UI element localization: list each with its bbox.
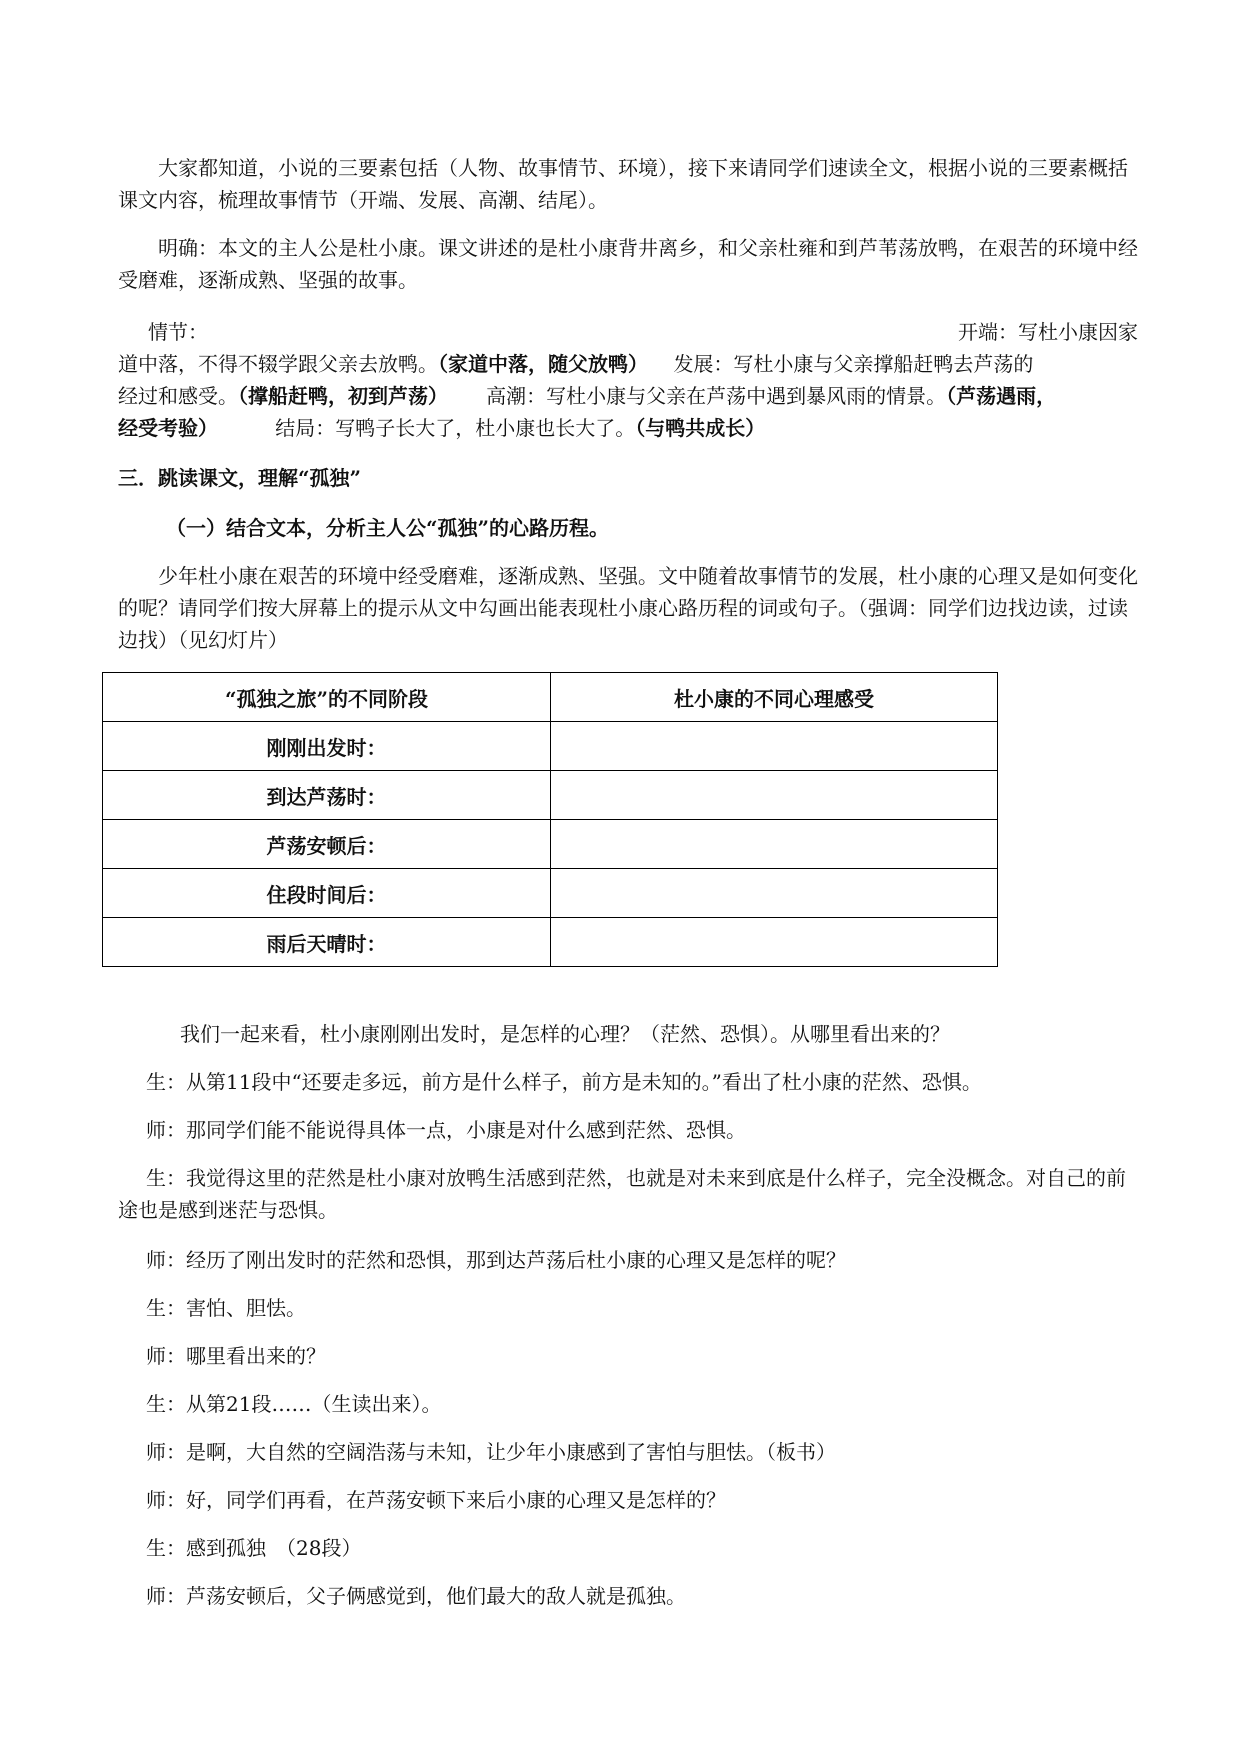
section-3-paragraph: 少年杜小康在艰苦的环境中经受磨难，逐渐成熟、坚强。文中随着故事情节的发展，杜小康的心理又是如何变化的呢？请同学们按大屏幕上的提示从文中勾画出能表现杜小康心路历程的词或句子。（强调：同学们边找边读，过读边找）（见幻灯片）	[118, 564, 1138, 652]
plot-section	[118, 316, 1138, 348]
plot-line-1	[148, 316, 1138, 348]
stages-table	[102, 672, 998, 967]
table-header-stage: “孤独之旅”的不同阶段	[103, 673, 551, 722]
table-stage-cell: 雨后天晴时：	[103, 918, 551, 967]
table-feeling-cell	[551, 771, 998, 820]
dialogue-line: 生：感到孤独 （28段）	[146, 1536, 362, 1560]
dialogue-line: 生：害怕、胆怯。	[146, 1296, 306, 1320]
plot-line-3	[118, 380, 1138, 412]
plot-line-4	[118, 412, 1138, 444]
intro-paragraph: 大家都知道，小说的三要素包括（人物、故事情节、环境），接下来请同学们速读全文，根据小说的三要素概括课文内容，梳理故事情节（开端、发展、高潮、结尾）。	[118, 156, 1128, 212]
plot-development-summary: （撑船赶鸭，初到芦荡）	[238, 384, 448, 408]
dialogue-line: 师：那同学们能不能说得具体一点，小康是对什么感到茫然、恐惧。	[146, 1118, 746, 1142]
table-row	[103, 869, 998, 918]
plot-start-summary: （家道中落，随父放鸭）	[438, 352, 648, 376]
plot-line-2	[118, 348, 1138, 380]
table-stage-cell: 芦荡安顿后：	[103, 820, 551, 869]
plot-label: 情节：	[148, 320, 208, 344]
dialogue-line: 生：从第21段……（生读出来）。	[146, 1392, 442, 1416]
plot-development-cont: 经过和感受。	[118, 384, 238, 408]
table-stage-cell: 住段时间后：	[103, 869, 551, 918]
section-3-heading: 三．跳读课文，理解“孤独”	[118, 466, 362, 490]
table-row	[103, 771, 998, 820]
plot-start-text: 道中落，不得不辍学跟父亲去放鸭。	[118, 352, 438, 376]
dialogue-line: 生：从第11段中“还要走多远，前方是什么样子，前方是未知的。”看出了杜小康的茫然、恐惧。	[146, 1070, 982, 1094]
plot-ending-text: 结局：写鸭子长大了，杜小康也长大了。	[275, 416, 636, 440]
plot-climax-text: 高潮：写杜小康与父亲在芦荡中遇到暴风雨的情景。	[486, 384, 947, 408]
dialogue-line: 我们一起来看，杜小康刚刚出发时，是怎样的心理？（茫然、恐惧）。从哪里看出来的？	[180, 1022, 950, 1046]
table-feeling-cell	[551, 869, 998, 918]
plot-development-text: 发展：写杜小康与父亲撑船赶鸭去芦荡的	[673, 352, 1034, 376]
clarification-paragraph: 明确：本文的主人公是杜小康。课文讲述的是杜小康背井离乡，和父亲杜雍和到芦苇荡放鸭，在艰苦的环境中经受磨难，逐渐成熟、坚强的故事。	[118, 236, 1138, 292]
table-header-feeling: 杜小康的不同心理感受	[551, 673, 998, 722]
plot-ending-summary: （与鸭共成长）	[635, 416, 766, 440]
table-stage-cell: 刚刚出发时：	[103, 722, 551, 771]
dialogue-line: 师：是啊，大自然的空阔浩荡与未知，让少年小康感到了害怕与胆怯。（板书）	[146, 1440, 836, 1464]
plot-climax-summary: （芦荡遇雨，	[946, 384, 1057, 408]
plot-start-label: 开端：写杜小康因家	[958, 320, 1138, 344]
dialogue-line: 师：哪里看出来的？	[146, 1344, 326, 1368]
dialogue-line: 生：我觉得这里的茫然是杜小康对放鸭生活感到茫然，也就是对未来到底是什么样子，完全没概念。对自己的前途也是感到迷茫与恐惧。	[118, 1166, 1126, 1222]
section-3-subheading: （一）结合文本，分析主人公“孤独”的心路历程。	[166, 516, 610, 540]
dialogue-line: 师：芦荡安顿后，父子俩感觉到，他们最大的敌人就是孤独。	[146, 1584, 686, 1608]
table-header-row	[103, 673, 998, 722]
table-stage-cell: 到达芦荡时：	[103, 771, 551, 820]
table-row	[103, 820, 998, 869]
dialogue-line: 师：经历了刚出发时的茫然和恐惧，那到达芦荡后杜小康的心理又是怎样的呢？	[146, 1248, 846, 1272]
table-feeling-cell	[551, 918, 998, 967]
table-row	[103, 722, 998, 771]
table-row	[103, 918, 998, 967]
plot-climax-summary-cont: 经受考验）	[118, 416, 218, 440]
table-feeling-cell	[551, 722, 998, 771]
dialogue-line: 师：好，同学们再看，在芦荡安顿下来后小康的心理又是怎样的？	[146, 1488, 726, 1512]
table-feeling-cell	[551, 820, 998, 869]
